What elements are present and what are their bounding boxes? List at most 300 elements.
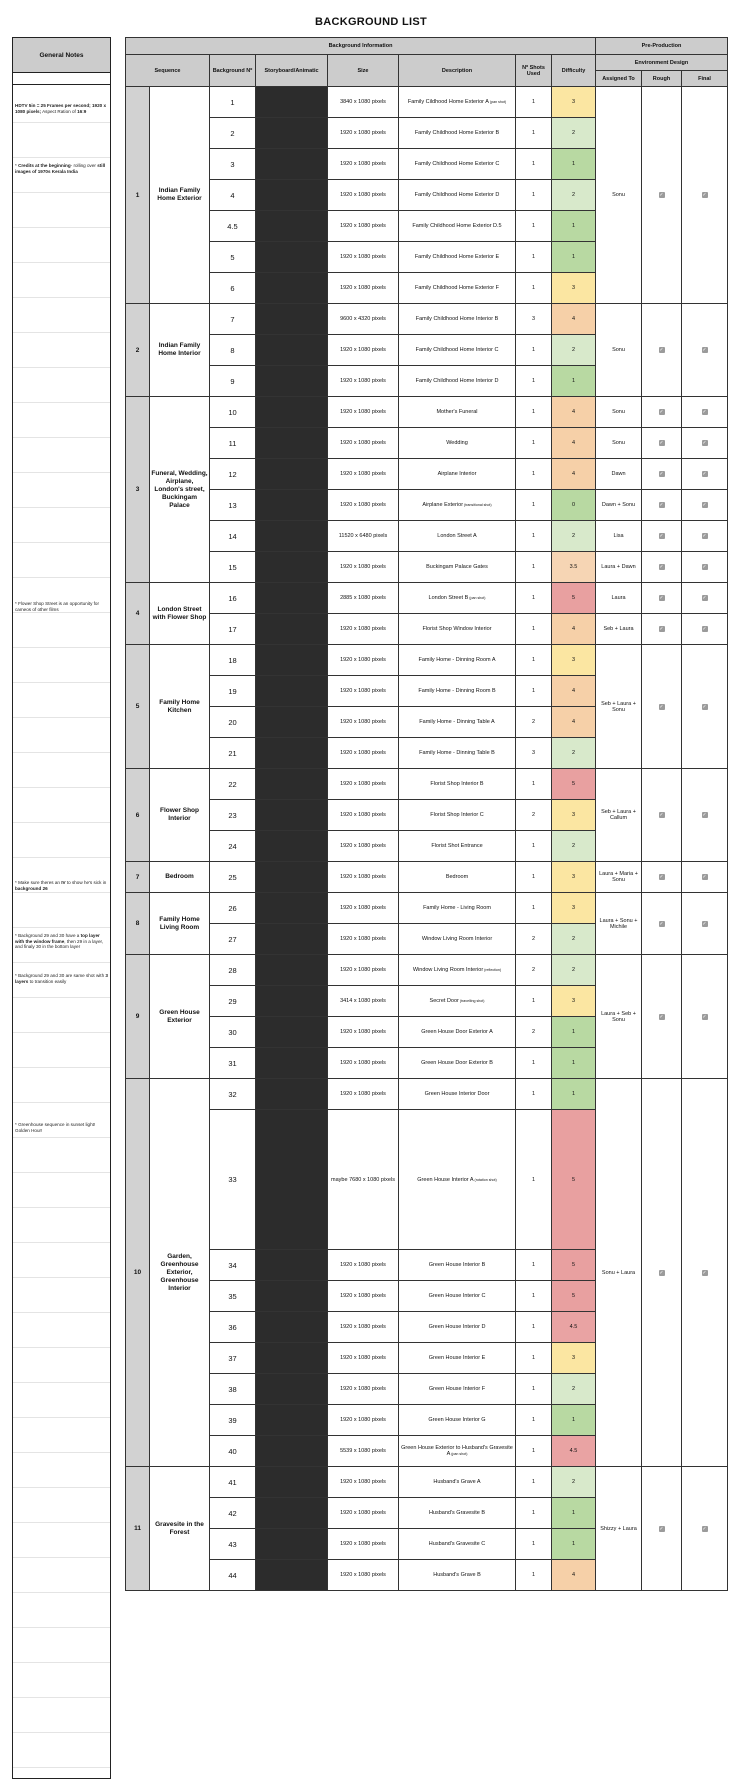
- final-cell: [682, 459, 728, 490]
- background-number: 6: [210, 273, 256, 304]
- final-cell: [682, 645, 728, 769]
- table-row: [126, 304, 728, 335]
- description-cell: Green House Interior A (rotation shot): [399, 1110, 516, 1250]
- storyboard-thumbnail: [256, 1560, 328, 1591]
- difficulty-cell: 4: [552, 459, 596, 490]
- notes-grid-line: [13, 1767, 110, 1768]
- final-cell: [682, 397, 728, 428]
- general-note-text: still images of 1970s Kerala India: [15, 163, 106, 174]
- shots-used-cell: 1: [516, 397, 552, 428]
- storyboard-thumbnail: [256, 242, 328, 273]
- size-cell: 1920 x 1080 pixels: [328, 459, 399, 490]
- shots-used-cell: 1: [516, 769, 552, 800]
- rough-cell: [642, 459, 682, 490]
- final-checkbox: ✓: [702, 192, 707, 198]
- notes-grid-line: [13, 437, 110, 438]
- description-cell: Family Home - Dinning Room B: [399, 676, 516, 707]
- table-row: [126, 521, 728, 552]
- shots-used-cell: 2: [516, 800, 552, 831]
- background-number: 7: [210, 304, 256, 335]
- difficulty-cell: 3: [552, 862, 596, 893]
- storyboard-thumbnail: [256, 893, 328, 924]
- description-cell: Family Childhood Home Interior B: [399, 304, 516, 335]
- storyboard-thumbnail: [256, 769, 328, 800]
- background-number: 26: [210, 893, 256, 924]
- difficulty-cell: 2: [552, 335, 596, 366]
- rough-cell: [642, 769, 682, 862]
- description-cell: Family Childhood Home Interior C: [399, 335, 516, 366]
- rough-cell: [642, 955, 682, 1079]
- difficulty-cell: 1: [552, 1079, 596, 1110]
- notes-grid-line: [13, 927, 110, 928]
- size-cell: 1920 x 1080 pixels: [328, 1374, 399, 1405]
- shots-used-cell: 1: [516, 1312, 552, 1343]
- notes-grid-line: [13, 1207, 110, 1208]
- shots-used-cell: 1: [516, 1110, 552, 1250]
- assigned-to-cell: Shizzy + Laura: [596, 1467, 642, 1591]
- shots-used-cell: 3: [516, 738, 552, 769]
- difficulty-cell: 1: [552, 366, 596, 397]
- notes-grid-line: [13, 1277, 110, 1278]
- rough-header: Rough: [642, 71, 682, 87]
- difficulty-cell: 4: [552, 1560, 596, 1591]
- size-cell: 1920 x 1080 pixels: [328, 738, 399, 769]
- description-cell: Family Childhood Home Interior D: [399, 366, 516, 397]
- description-note: (reflection): [483, 968, 502, 972]
- storyboard-thumbnail: [256, 924, 328, 955]
- background-number: 31: [210, 1048, 256, 1079]
- storyboard-thumbnail: [256, 428, 328, 459]
- table-row: [126, 397, 728, 428]
- notes-grid-line: [13, 1487, 110, 1488]
- size-cell: 1920 x 1080 pixels: [328, 428, 399, 459]
- background-number: 24: [210, 831, 256, 862]
- background-number: 2: [210, 118, 256, 149]
- size-cell: 1920 x 1080 pixels: [328, 614, 399, 645]
- notes-grid-line: [13, 1242, 110, 1243]
- size-cell: 1920 x 1080 pixels: [328, 1498, 399, 1529]
- table-row: [126, 428, 728, 459]
- table-row: [126, 645, 728, 676]
- storyboard-thumbnail: [256, 1529, 328, 1560]
- final-cell: [682, 583, 728, 614]
- background-number: 10: [210, 397, 256, 428]
- storyboard-thumbnail: [256, 490, 328, 521]
- notes-grid-line: [13, 1452, 110, 1453]
- size-cell: 1920 x 1080 pixels: [328, 1405, 399, 1436]
- final-checkbox: ✓: [702, 440, 707, 446]
- rough-checkbox: ✓: [659, 192, 664, 198]
- description-cell: Family Home - Dinning Table A: [399, 707, 516, 738]
- background-number: 4.5: [210, 211, 256, 242]
- final-cell: [682, 1467, 728, 1591]
- storyboard-thumbnail: [256, 304, 328, 335]
- rough-cell: [642, 521, 682, 552]
- storyboard-thumbnail: [256, 180, 328, 211]
- difficulty-cell: 5: [552, 769, 596, 800]
- table-row: [126, 862, 728, 893]
- table-row: [126, 1079, 728, 1110]
- background-number: 17: [210, 614, 256, 645]
- notes-grid-line: [13, 332, 110, 333]
- final-checkbox: ✓: [702, 502, 707, 508]
- storyboard-thumbnail: [256, 862, 328, 893]
- general-notes-panel: [12, 37, 111, 1779]
- description-cell: Green House Interior Door: [399, 1079, 516, 1110]
- size-cell: 9600 x 4320 pixels: [328, 304, 399, 335]
- description-cell: Family Childhood Home Exterior F: [399, 273, 516, 304]
- assigned-to-cell: Seb + Laura + Sonu: [596, 645, 642, 769]
- general-note-text: * Background 29 and 30 have a: [15, 933, 81, 938]
- difficulty-cell: 3.5: [552, 552, 596, 583]
- description-cell: Family Home - Dinning Table B: [399, 738, 516, 769]
- general-note-text: to show he's sick in: [65, 880, 107, 885]
- description-cell: Wedding: [399, 428, 516, 459]
- pre-production-header: Pre-Production: [596, 38, 728, 55]
- shots-used-cell: 1: [516, 149, 552, 180]
- description-cell: Family Cildhood Home Exterior A (pan shot): [399, 87, 516, 118]
- notes-grid-line: [13, 1662, 110, 1663]
- table-row: [126, 614, 728, 645]
- general-note: [15, 973, 110, 984]
- background-number: 18: [210, 645, 256, 676]
- storyboard-thumbnail: [256, 1374, 328, 1405]
- shots-used-header: Nº Shots Used: [516, 55, 552, 87]
- size-cell: 1920 x 1080 pixels: [328, 1312, 399, 1343]
- storyboard-thumbnail: [256, 273, 328, 304]
- storyboard-thumbnail: [256, 1312, 328, 1343]
- background-number: 38: [210, 1374, 256, 1405]
- background-number: 13: [210, 490, 256, 521]
- difficulty-cell: 2: [552, 955, 596, 986]
- final-checkbox: ✓: [702, 703, 707, 710]
- assigned-to-cell: Sonu: [596, 397, 642, 428]
- background-number: 3: [210, 149, 256, 180]
- general-note-text: Aspect Ration of: [41, 108, 78, 114]
- difficulty-cell: 1: [552, 242, 596, 273]
- final-checkbox: ✓: [702, 1269, 707, 1276]
- notes-grid-line: [13, 1067, 110, 1068]
- size-cell: 1920 x 1080 pixels: [328, 1079, 399, 1110]
- difficulty-cell: 0: [552, 490, 596, 521]
- storyboard-thumbnail: [256, 1436, 328, 1467]
- storyboard-thumbnail: [256, 986, 328, 1017]
- general-note-text: 16:9: [77, 108, 87, 114]
- assigned-to-cell: Dawn + Sonu: [596, 490, 642, 521]
- sequence-number: 9: [126, 955, 150, 1079]
- description-cell: London Street A: [399, 521, 516, 552]
- table-row: [126, 893, 728, 924]
- notes-grid-line: [13, 227, 110, 228]
- difficulty-cell: 1: [552, 149, 596, 180]
- rough-checkbox: ✓: [659, 502, 664, 508]
- rough-checkbox: ✓: [659, 626, 664, 632]
- size-cell: 1920 x 1080 pixels: [328, 335, 399, 366]
- storyboard-thumbnail: [256, 707, 328, 738]
- description-cell: Husband's Grave B: [399, 1560, 516, 1591]
- background-number: 4: [210, 180, 256, 211]
- final-cell: [682, 1079, 728, 1467]
- background-number: 27: [210, 924, 256, 955]
- rough-cell: [642, 583, 682, 614]
- assigned-to-cell: Sonu: [596, 304, 642, 397]
- general-note-text: top layer with the window frame: [15, 933, 100, 944]
- description-cell: Family Childhood Home Exterior C: [399, 149, 516, 180]
- description-cell: Secret Door (travelling shot): [399, 986, 516, 1017]
- sequence-name: Garden, Greenhouse Exterior, Greenhouse Interior: [150, 1079, 210, 1467]
- notes-grid-line: [13, 1592, 110, 1593]
- description-cell: Airplane Exterior (transitional shot): [399, 490, 516, 521]
- size-cell: 1920 x 1080 pixels: [328, 366, 399, 397]
- description-note: (transitional shot): [463, 503, 492, 507]
- description-header: Description: [399, 55, 516, 87]
- background-number: 8: [210, 335, 256, 366]
- sequence-name: London Street with Flower Shop: [150, 583, 210, 645]
- description-cell: Husband's Gravesite C: [399, 1529, 516, 1560]
- size-cell: 1920 x 1080 pixels: [328, 211, 399, 242]
- final-checkbox: ✓: [702, 471, 707, 477]
- difficulty-cell: 1: [552, 211, 596, 242]
- sequence-number: 6: [126, 769, 150, 862]
- description-cell: Green House Interior G: [399, 1405, 516, 1436]
- storyboard-thumbnail: [256, 1405, 328, 1436]
- sequence-name: Family Home Living Room: [150, 893, 210, 955]
- sequence-number: 3: [126, 397, 150, 583]
- general-note: [15, 163, 110, 174]
- shots-used-cell: 1: [516, 893, 552, 924]
- notes-grid-line: [13, 1312, 110, 1313]
- final-checkbox: ✓: [702, 1013, 707, 1020]
- notes-grid-line: [13, 682, 110, 683]
- final-checkbox: ✓: [702, 564, 707, 570]
- notes-grid-line: [13, 367, 110, 368]
- description-cell: Window Living Room Interior (reflection): [399, 955, 516, 986]
- notes-grid-line: [13, 1032, 110, 1033]
- difficulty-cell: 3: [552, 273, 596, 304]
- table-row: [126, 955, 728, 986]
- size-cell: 1920 x 1080 pixels: [328, 676, 399, 707]
- size-cell: 1920 x 1080 pixels: [328, 1250, 399, 1281]
- storyboard-thumbnail: [256, 211, 328, 242]
- background-number: 20: [210, 707, 256, 738]
- background-number: 32: [210, 1079, 256, 1110]
- shots-used-cell: 1: [516, 490, 552, 521]
- storyboard-thumbnail: [256, 335, 328, 366]
- rough-cell: [642, 397, 682, 428]
- size-cell: 1920 x 1080 pixels: [328, 831, 399, 862]
- description-cell: Green House Interior F: [399, 1374, 516, 1405]
- storyboard-thumbnail: [256, 583, 328, 614]
- storyboard-header: Storyboard/Animatic: [256, 55, 328, 87]
- notes-grid-line: [13, 1172, 110, 1173]
- background-number: 39: [210, 1405, 256, 1436]
- final-checkbox: ✓: [702, 533, 707, 539]
- notes-grid-line: [13, 1347, 110, 1348]
- assigned-to-cell: Lisa: [596, 521, 642, 552]
- notes-grid-line: [13, 1382, 110, 1383]
- shots-used-cell: 1: [516, 1250, 552, 1281]
- background-number: 29: [210, 986, 256, 1017]
- sequence-number: 1: [126, 87, 150, 304]
- background-number: 9: [210, 366, 256, 397]
- shots-used-cell: 1: [516, 614, 552, 645]
- shots-used-cell: 1: [516, 862, 552, 893]
- general-note-text: background 26: [15, 885, 48, 891]
- difficulty-cell: 2: [552, 521, 596, 552]
- background-number: 35: [210, 1281, 256, 1312]
- general-notes-header: General Notes: [13, 38, 110, 73]
- description-cell: Family Home - Dinning Room A: [399, 645, 516, 676]
- rough-cell: [642, 490, 682, 521]
- background-number: 43: [210, 1529, 256, 1560]
- description-note: (pan shot): [450, 1452, 468, 1456]
- general-note-text: 3 layers: [15, 973, 108, 984]
- sequence-number: 4: [126, 583, 150, 645]
- sequence-name: Flower Shop Interior: [150, 769, 210, 862]
- storyboard-thumbnail: [256, 397, 328, 428]
- description-cell: Green House Interior C: [399, 1281, 516, 1312]
- storyboard-thumbnail: [256, 1079, 328, 1110]
- final-cell: [682, 614, 728, 645]
- shots-used-cell: 2: [516, 1017, 552, 1048]
- general-note: [15, 103, 110, 114]
- notes-grid-line: [13, 1697, 110, 1698]
- rough-cell: [642, 645, 682, 769]
- general-note: [15, 601, 110, 612]
- background-number: 15: [210, 552, 256, 583]
- rough-cell: [642, 428, 682, 459]
- background-number: 28: [210, 955, 256, 986]
- shots-used-cell: 1: [516, 831, 552, 862]
- shots-used-cell: 1: [516, 1467, 552, 1498]
- size-cell: 1920 x 1080 pixels: [328, 149, 399, 180]
- background-number: 22: [210, 769, 256, 800]
- background-number: 19: [210, 676, 256, 707]
- notes-grid-line: [13, 402, 110, 403]
- description-cell: Family Childhood Home Exterior B: [399, 118, 516, 149]
- final-checkbox: ✓: [702, 595, 707, 601]
- background-number: 34: [210, 1250, 256, 1281]
- general-note-text: * Flower Shop Street is an opportunity for cameos of other films: [15, 601, 100, 612]
- general-note: [15, 933, 110, 950]
- storyboard-thumbnail: [256, 552, 328, 583]
- size-cell: 1920 x 1080 pixels: [328, 1529, 399, 1560]
- description-cell: Florist Shop Interior C: [399, 800, 516, 831]
- final-checkbox: ✓: [702, 626, 707, 632]
- difficulty-cell: 1: [552, 1529, 596, 1560]
- description-cell: Family Childhood Home Exterior D: [399, 180, 516, 211]
- size-cell: 2885 x 1080 pixels: [328, 583, 399, 614]
- sequence-name: Funeral, Wedding, Airplane, London's street, Buckingam Palace: [150, 397, 210, 583]
- description-cell: Green House Interior B: [399, 1250, 516, 1281]
- description-cell: London Street B (pan shot): [399, 583, 516, 614]
- assigned-to-cell: Seb + Laura + Callum: [596, 769, 642, 862]
- shots-used-cell: 1: [516, 1281, 552, 1312]
- storyboard-thumbnail: [256, 645, 328, 676]
- difficulty-cell: 2: [552, 738, 596, 769]
- rough-cell: [642, 862, 682, 893]
- shots-used-cell: 2: [516, 924, 552, 955]
- notes-grid-line: [13, 122, 110, 123]
- background-number: 40: [210, 1436, 256, 1467]
- table-row: [126, 583, 728, 614]
- storyboard-thumbnail: [256, 87, 328, 118]
- background-number: 11: [210, 428, 256, 459]
- rough-checkbox: ✓: [659, 1525, 664, 1532]
- rough-checkbox: ✓: [659, 812, 664, 818]
- size-cell: 1920 x 1080 pixels: [328, 955, 399, 986]
- difficulty-cell: 3: [552, 893, 596, 924]
- size-header: Size: [328, 55, 399, 87]
- final-checkbox: ✓: [702, 1525, 707, 1532]
- final-cell: [682, 304, 728, 397]
- storyboard-thumbnail: [256, 1110, 328, 1250]
- shots-used-cell: 1: [516, 366, 552, 397]
- shots-used-cell: 1: [516, 180, 552, 211]
- background-number: 25: [210, 862, 256, 893]
- difficulty-cell: 5: [552, 1250, 596, 1281]
- table-row: [126, 459, 728, 490]
- storyboard-thumbnail: [256, 800, 328, 831]
- storyboard-thumbnail: [256, 955, 328, 986]
- size-cell: 1920 x 1080 pixels: [328, 862, 399, 893]
- general-notes-spacer: [13, 73, 110, 85]
- difficulty-cell: 2: [552, 1374, 596, 1405]
- difficulty-cell: 2: [552, 118, 596, 149]
- difficulty-cell: 1: [552, 1405, 596, 1436]
- difficulty-cell: 5: [552, 1110, 596, 1250]
- size-cell: 1920 x 1080 pixels: [328, 1343, 399, 1374]
- background-information-header: Background Information: [126, 38, 596, 55]
- difficulty-cell: 4: [552, 428, 596, 459]
- background-number: 42: [210, 1498, 256, 1529]
- page-title: BACKGROUND LIST: [314, 16, 428, 28]
- description-cell: Florist Shop Window Interior: [399, 614, 516, 645]
- rough-checkbox: ✓: [659, 533, 664, 539]
- size-cell: 1920 x 1080 pixels: [328, 1048, 399, 1079]
- storyboard-thumbnail: [256, 459, 328, 490]
- background-number: 14: [210, 521, 256, 552]
- storyboard-thumbnail: [256, 1343, 328, 1374]
- size-cell: 1920 x 1080 pixels: [328, 707, 399, 738]
- final-checkbox: ✓: [702, 812, 707, 818]
- sequence-name: Green House Exterior: [150, 955, 210, 1079]
- shots-used-cell: 1: [516, 1374, 552, 1405]
- notes-grid-line: [13, 192, 110, 193]
- final-cell: [682, 428, 728, 459]
- final-cell: [682, 490, 728, 521]
- general-note-text: , then 29 in a layer, and finaly 30 in the bottom layer: [15, 938, 104, 950]
- shots-used-cell: 1: [516, 1529, 552, 1560]
- difficulty-cell: 3: [552, 645, 596, 676]
- background-number: 23: [210, 800, 256, 831]
- shots-used-cell: 1: [516, 459, 552, 490]
- shots-used-cell: 1: [516, 676, 552, 707]
- rough-cell: [642, 893, 682, 955]
- assigned-to-cell: Laura + Sonu + Michile: [596, 893, 642, 955]
- sequence-name: Indian Family Home Exterior: [150, 87, 210, 304]
- notes-grid-line: [13, 1137, 110, 1138]
- difficulty-cell: 2: [552, 180, 596, 211]
- shots-used-cell: 1: [516, 645, 552, 676]
- general-note: [15, 1122, 110, 1133]
- assigned-to-cell: Dawn: [596, 459, 642, 490]
- shots-used-cell: 1: [516, 335, 552, 366]
- notes-grid-line: [13, 1732, 110, 1733]
- description-note: (pan shot): [488, 100, 507, 104]
- background-number: 44: [210, 1560, 256, 1591]
- shots-used-cell: 3: [516, 304, 552, 335]
